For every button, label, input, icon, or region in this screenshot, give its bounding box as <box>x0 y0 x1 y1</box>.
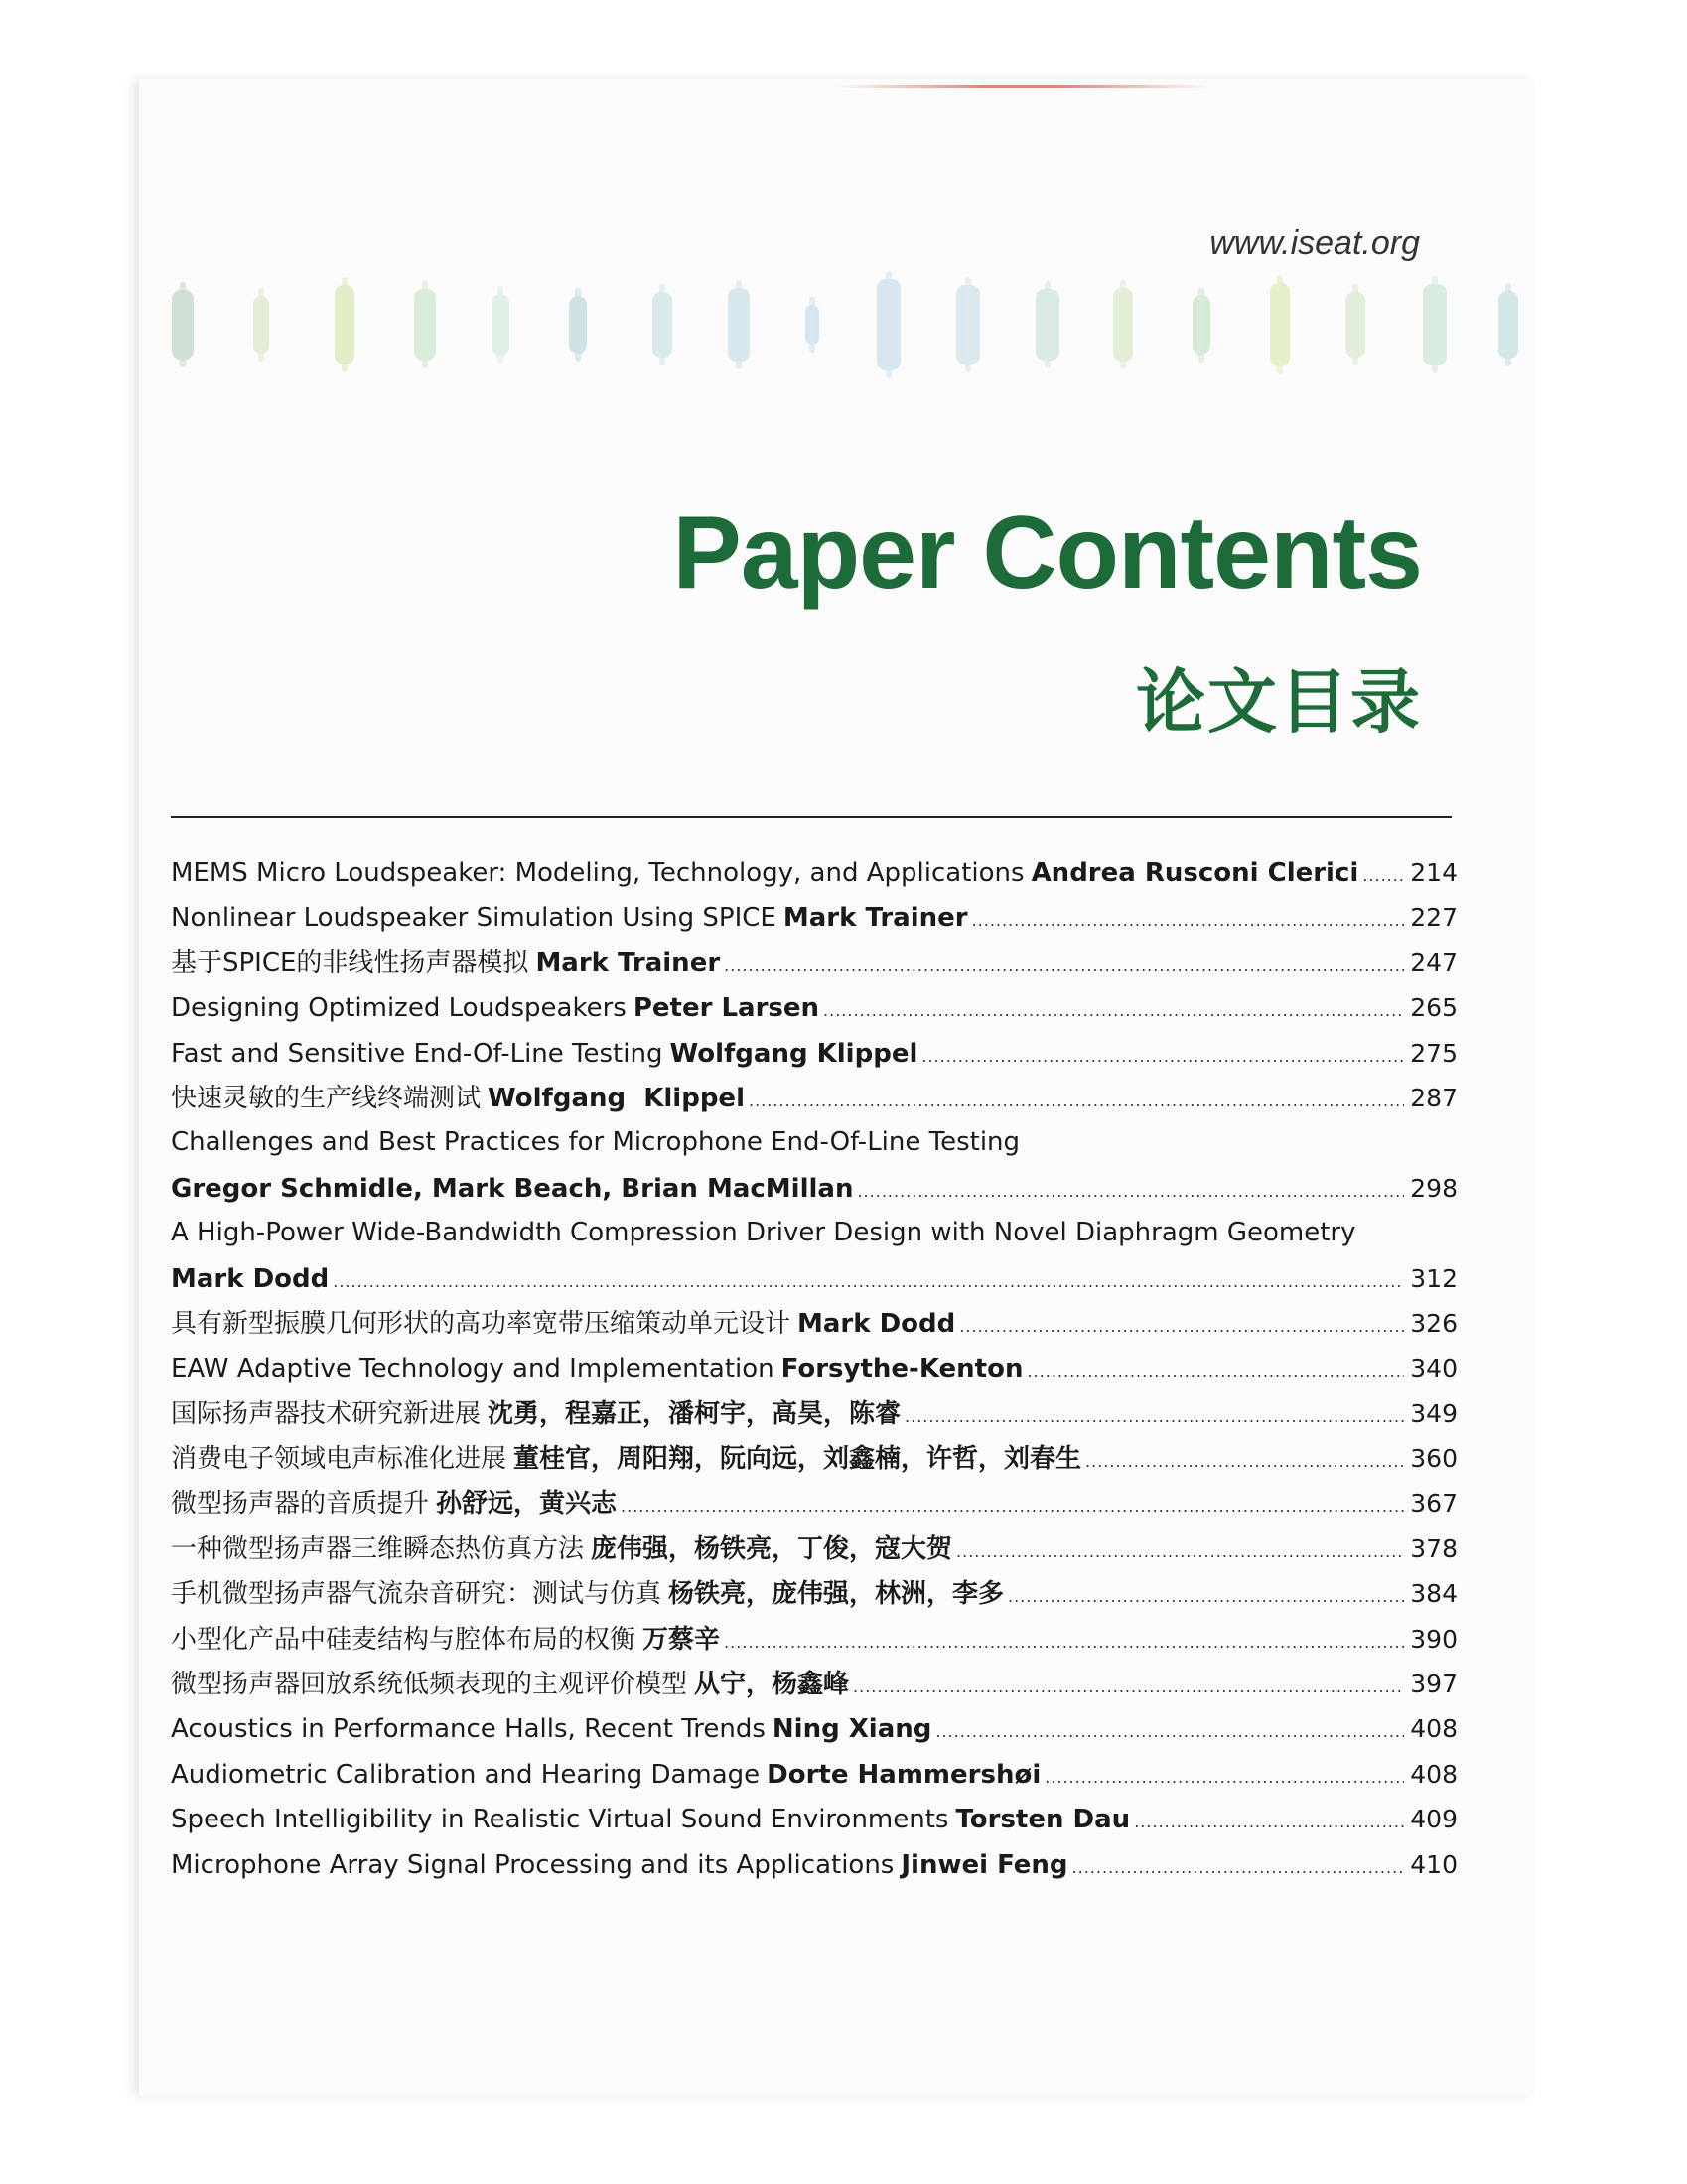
dot-leader <box>857 1169 1404 1214</box>
toc-entry <box>171 1752 1458 1797</box>
toc-entry <box>171 1391 1458 1436</box>
entry-title: Fast and Sensitive End-Of-Line Testing <box>171 1038 663 1069</box>
dot-leader <box>956 1529 1404 1574</box>
decorative-bar-cap <box>422 281 428 368</box>
entry-page: 408 <box>1410 1714 1458 1744</box>
dot-leader <box>1085 1439 1404 1484</box>
dot-leader <box>972 898 1404 943</box>
decorative-bar-cap <box>809 297 815 353</box>
decorative-bar-cap <box>965 277 971 372</box>
entry-authors: Peter Larsen <box>633 993 820 1024</box>
entry-title: 小型化产品中硅麦结构与腔体布局的权衡 <box>171 1624 636 1655</box>
entry-authors: Wolfgang Klippel <box>488 1083 745 1113</box>
decorative-bar-cap <box>886 271 892 378</box>
decorative-bar-cap <box>497 286 503 364</box>
entry-title: Designing Optimized Loudspeakers <box>171 993 627 1024</box>
entry-title: Audiometric Calibration and Hearing Damage <box>171 1759 761 1790</box>
decorative-bar-cap <box>1198 287 1204 363</box>
toc-entry <box>171 1706 1458 1751</box>
dot-leader <box>823 988 1404 1033</box>
toc-entry-author-line <box>171 1256 1458 1301</box>
decorative-bar-cap <box>1045 281 1051 368</box>
entry-authors: 杨铁亮，庞伟强，林洲，李多 <box>668 1579 1005 1610</box>
entry-authors: 董桂官，周阳翔，阮向远，刘鑫楠，许哲，刘春生 <box>513 1444 1082 1475</box>
decorative-bar-cap <box>1120 280 1126 369</box>
entry-page: 409 <box>1410 1805 1458 1834</box>
entry-authors: 万蔡辛 <box>642 1624 721 1655</box>
decorative-bar-cap <box>1432 276 1438 373</box>
decorative-bar-cap <box>342 277 348 372</box>
toc-entry <box>171 1346 1458 1390</box>
entry-title: EAW Adaptive Technology and Implementation <box>171 1354 774 1384</box>
entry-authors: Ning Xiang <box>772 1714 932 1745</box>
entry-title: Acoustics in Performance Halls, Recent Trends <box>171 1714 766 1745</box>
entry-authors: Jinwei Feng <box>901 1849 1068 1880</box>
entry-title: 具有新型振膜几何形状的高功率宽带压缩策动单元设计 <box>171 1308 791 1339</box>
entry-page: 227 <box>1410 903 1458 933</box>
contents-list <box>171 850 1458 1887</box>
entry-page: 287 <box>1410 1083 1458 1112</box>
entry-title: MEMS Micro Loudspeaker: Modeling, Technology, and Applications <box>171 858 1025 888</box>
entry-title: 手机微型扬声器气流杂音研究：测试与仿真 <box>171 1579 662 1610</box>
dot-leader <box>1362 853 1404 898</box>
entry-page: 265 <box>1410 993 1458 1023</box>
entry-page: 378 <box>1410 1533 1458 1563</box>
entry-title: Challenges and Best Practices for Microphone End-Of-Line Testing <box>171 1127 1021 1158</box>
toc-entry <box>171 941 1458 985</box>
decorative-bar-cap <box>575 288 581 362</box>
entry-title: 消费电子领域电声标准化进展 <box>171 1444 507 1475</box>
entry-page: 298 <box>1410 1173 1458 1203</box>
title-divider <box>171 816 1452 818</box>
entry-title: Microphone Array Signal Processing and its Applications <box>171 1849 895 1880</box>
dot-leader <box>724 1620 1404 1665</box>
entry-page: 247 <box>1410 947 1458 977</box>
entry-title: Speech Intelligibility in Realistic Virtual Sound Environments <box>171 1805 949 1835</box>
entry-title: 一种微型扬声器三维瞬态热仿真方法 <box>171 1533 585 1564</box>
toc-entry <box>171 895 1458 940</box>
decorative-bar-cap <box>1352 284 1358 365</box>
toc-entry <box>171 1571 1458 1616</box>
entry-authors: 沈勇，程嘉正，潘柯宇，高昊，陈睿 <box>488 1398 902 1429</box>
entry-title: A High-Power Wide-Bandwidth Compression Driver Design with Novel Diaphragm Geometry <box>171 1218 1356 1248</box>
dot-leader <box>621 1484 1404 1529</box>
dot-leader <box>1045 1755 1404 1800</box>
dot-leader <box>724 944 1404 988</box>
dot-leader <box>921 1034 1404 1079</box>
decorative-bar-cap <box>180 282 186 367</box>
decorative-bar-cap <box>1505 283 1511 366</box>
entry-page: 408 <box>1410 1759 1458 1789</box>
decorative-bar-cap <box>736 280 742 369</box>
entry-page: 360 <box>1410 1444 1458 1474</box>
entry-page: 349 <box>1410 1398 1458 1428</box>
decorative-bar-cap <box>1277 275 1283 374</box>
entry-authors: Wolfgang Klippel <box>669 1038 918 1069</box>
entry-page: 390 <box>1410 1624 1458 1654</box>
dot-leader <box>1134 1800 1404 1844</box>
entry-page: 397 <box>1410 1670 1458 1699</box>
entry-page: 275 <box>1410 1038 1458 1068</box>
entry-page: 367 <box>1410 1489 1458 1519</box>
entry-title: 国际扬声器技术研究新进展 <box>171 1398 482 1429</box>
site-url: www.iseat.org <box>1209 224 1420 262</box>
toc-entry <box>171 1617 1458 1662</box>
toc-entry <box>171 1527 1458 1571</box>
entry-title: 快速灵敏的生产线终端测试 <box>171 1083 482 1113</box>
page-title-zh: 论文目录 <box>1136 661 1422 743</box>
decorative-bar-cap <box>258 288 264 362</box>
toc-entry <box>171 1436 1458 1481</box>
entry-page: 326 <box>1410 1308 1458 1338</box>
entry-title: Nonlinear Loudspeaker Simulation Using SPICE <box>171 903 776 934</box>
entry-authors: Forsythe-Kenton <box>780 1354 1024 1384</box>
dot-leader <box>749 1079 1404 1123</box>
entry-page: 384 <box>1410 1579 1458 1609</box>
dot-leader <box>1008 1574 1404 1619</box>
dot-leader <box>935 1709 1404 1754</box>
entry-page: 312 <box>1410 1263 1458 1293</box>
entry-page: 410 <box>1410 1849 1458 1879</box>
entry-authors: Mark Dodd <box>171 1263 330 1294</box>
entry-authors: Dorte Hammershøi <box>767 1759 1042 1790</box>
entry-page: 214 <box>1410 858 1458 887</box>
entry-authors: Mark Trainer <box>535 947 721 978</box>
entry-authors: 从宁，杨鑫峰 <box>694 1670 850 1700</box>
top-accent-line <box>834 85 1211 88</box>
toc-entry <box>171 1031 1458 1076</box>
entry-authors: Gregor Schmidle, Mark Beach, Brian MacMillan <box>171 1173 854 1204</box>
toc-entry <box>171 1842 1458 1887</box>
entry-authors: Mark Dodd <box>797 1308 956 1339</box>
toc-entry <box>171 850 1458 895</box>
entry-title: 微型扬声器回放系统低频表现的主观评价模型 <box>171 1670 688 1700</box>
entry-title: 微型扬声器的音质提升 <box>171 1489 430 1520</box>
dot-leader <box>333 1259 1404 1304</box>
dot-leader <box>905 1394 1404 1439</box>
entry-authors: Mark Trainer <box>782 903 968 934</box>
toc-entry-title-line <box>171 1120 1458 1165</box>
dot-leader <box>1072 1845 1404 1890</box>
entry-authors: 庞伟强，杨铁亮，丁俊，寇大贺 <box>591 1533 953 1564</box>
toc-entry-author-line <box>171 1166 1458 1211</box>
toc-entry <box>171 1301 1458 1346</box>
dot-leader <box>853 1665 1404 1709</box>
dot-leader <box>959 1304 1404 1349</box>
dot-leader <box>1027 1349 1404 1393</box>
entry-title: 基于SPICE的非线性扬声器模拟 <box>171 947 529 978</box>
entry-authors: 孙舒远，黄兴志 <box>436 1489 618 1520</box>
toc-entry <box>171 1662 1458 1706</box>
toc-entry-title-line <box>171 1211 1458 1255</box>
toc-entry <box>171 1797 1458 1841</box>
toc-entry <box>171 1076 1458 1120</box>
entry-authors: Andrea Rusconi Clerici <box>1031 858 1359 888</box>
entry-authors: Torsten Dau <box>955 1805 1131 1835</box>
decorative-bar-pattern <box>154 260 1504 389</box>
toc-entry <box>171 985 1458 1030</box>
entry-page: 340 <box>1410 1354 1458 1383</box>
toc-entry <box>171 1481 1458 1526</box>
page-title-en: Paper Contents <box>672 496 1422 611</box>
decorative-bar-cap <box>659 284 665 365</box>
